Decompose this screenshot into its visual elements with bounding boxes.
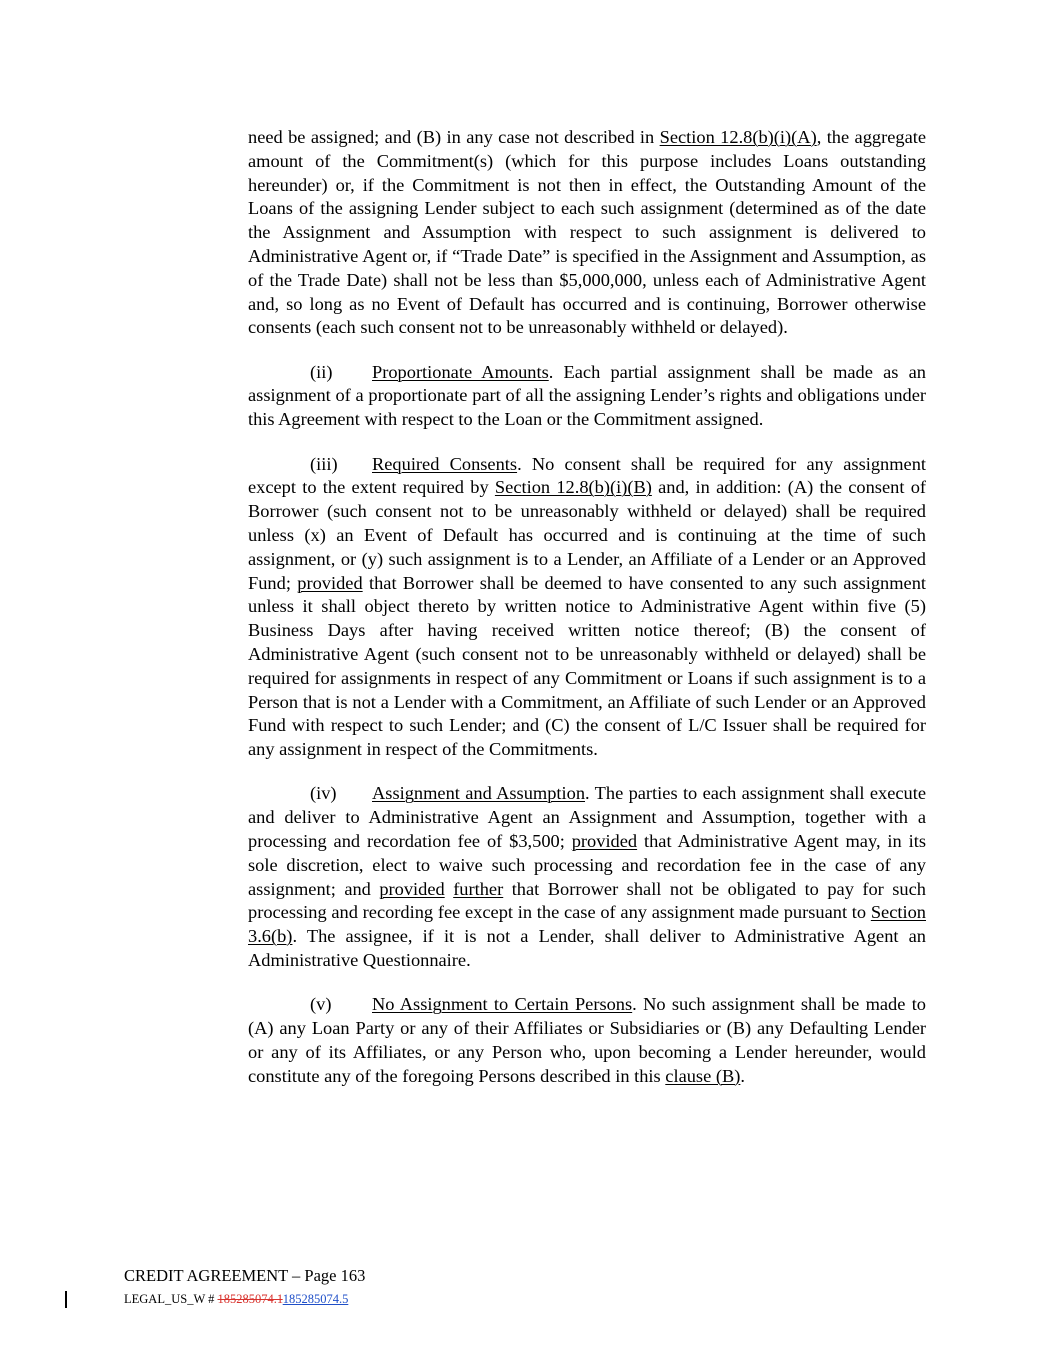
proviso-term: provided bbox=[297, 572, 363, 593]
paragraph-text: and, in addition: (A) the consent of Borrower (such consent not to be unreasonably withheld or delayed) shall be required unless (x) an Event of Default has occurred and is continuing at the time of such assignment, or (y) such assignment is to a Lender, an Affiliate of a Lender or an Approved Fund; bbox=[248, 477, 927, 593]
doc-id-prefix: LEGAL_US_W # bbox=[124, 1292, 218, 1306]
paragraph-text: . No such assignment shall be made to (A) any Loan Party or any of their Affiliates or Subsidiaries or (B) any Defaulting Lender or any of its Affiliates, or any Person who, upon becoming a Lender hereunder, would constitute any of the foregoing Persons described in this bbox=[248, 994, 926, 1086]
subsection-heading: No Assignment to Certain Persons bbox=[372, 994, 633, 1015]
paragraph-text: . bbox=[740, 1065, 745, 1086]
change-bar bbox=[65, 1291, 67, 1308]
subsection-number: (ii) bbox=[310, 361, 333, 382]
paragraph-text: need be assigned; and (B) in any case not described in bbox=[248, 127, 660, 147]
subsection-heading: Required Consents bbox=[372, 453, 518, 474]
section-reference: Section 12.8(b)(i)(B) bbox=[494, 477, 652, 498]
subsection-iii bbox=[248, 453, 926, 762]
paragraph-text: . The parties to each assignment shall execute and deliver to Administrative Agent an Assignment and Assumption, together with a processing and recordation fee of $3,500; bbox=[248, 783, 926, 852]
subsection-number: (v) bbox=[310, 994, 332, 1015]
subsection-number: (iii) bbox=[310, 453, 338, 474]
section-reference: Section 3.6(b) bbox=[248, 902, 926, 947]
subsection-heading: Proportionate Amounts bbox=[372, 361, 549, 382]
paragraph-text: . Each partial assignment shall be made as an assignment of a proportionate part of all the assigning Lender’s rights and obligations under this Agreement with respect to the Loan or the Commitment assigned. bbox=[248, 361, 926, 430]
subsection-iv bbox=[248, 782, 926, 972]
paragraph-text bbox=[445, 879, 453, 899]
paragraph-text: that Administrative Agent may, in its sole discretion, elect to waive such processing and recordation fee in the case of any assignment; and bbox=[248, 831, 927, 899]
document-body bbox=[248, 126, 926, 1088]
page-footer bbox=[124, 1266, 365, 1307]
proviso-term: provided bbox=[571, 831, 638, 852]
doc-id-inserted: 185285074.5 bbox=[282, 1292, 349, 1306]
section-reference: Section 12.8(b)(i)(A) bbox=[659, 127, 817, 147]
subsection-number: (iv) bbox=[310, 783, 337, 804]
paragraph-text: that Borrower shall not be obligated to pay for such processing and recording fee except in the case of any assignment made pursuant to bbox=[248, 878, 926, 923]
subsection-ii bbox=[248, 361, 926, 432]
paragraph-text: , the aggregate amount of the Commitment(s) (which for this purpose includes Loans outstanding hereunder) or, if the Commitment is not then in effect, the Outstanding Amount of the Loans of the assigning Lender subject to each such assignment (determined as of the date the Assignment and Assumption with respect to such assignment is delivered to Administrative Agent or, if “Trade Date” is specified in the Assignment and Assumption, as of the Trade Date) shall not be less than $5,000,000, unless each of Administrative Agent and, so long as no Event of Default has occurred and is continuing, Borrower otherwise consents (each such consent not to be unreasonably withheld or delayed). bbox=[248, 127, 927, 338]
footer-doc-id bbox=[124, 1291, 365, 1307]
proviso-term: further bbox=[453, 878, 504, 899]
doc-id-deleted: 185285074.1 bbox=[217, 1292, 283, 1306]
proviso-term: provided bbox=[379, 878, 445, 899]
subsection-v bbox=[248, 993, 926, 1088]
footer-page-title: CREDIT AGREEMENT – Page 163 bbox=[124, 1266, 366, 1285]
paragraph-text: that Borrower shall be deemed to have consented to any such assignment unless it shall object thereto by written notice to Administrative Agent within five (5) Business Days after having received written notice thereof; (B) the consent of Administrative Agent (such consent not to be unreasonably withheld or delayed) shall be required for assignments in respect of any Commitment or Loans if such assignment is to a Person that is not a Lender with a Commitment, an Affiliate of such Lender or an Approved Fund with respect to such Lender; and (C) the consent of L/C Issuer shall be required for any assignment in respect of the Commitments. bbox=[248, 572, 926, 760]
subsection-heading: Assignment and Assumption bbox=[372, 783, 586, 804]
paragraph-continuation bbox=[248, 126, 926, 340]
paragraph-text: . No consent shall be required for any assignment except to the extent required by bbox=[248, 453, 927, 498]
clause-reference: clause (B) bbox=[665, 1065, 741, 1086]
paragraph-text: . The assignee, if it is not a Lender, shall deliver to Administrative Agent an Administrative Questionnaire. bbox=[248, 926, 926, 970]
